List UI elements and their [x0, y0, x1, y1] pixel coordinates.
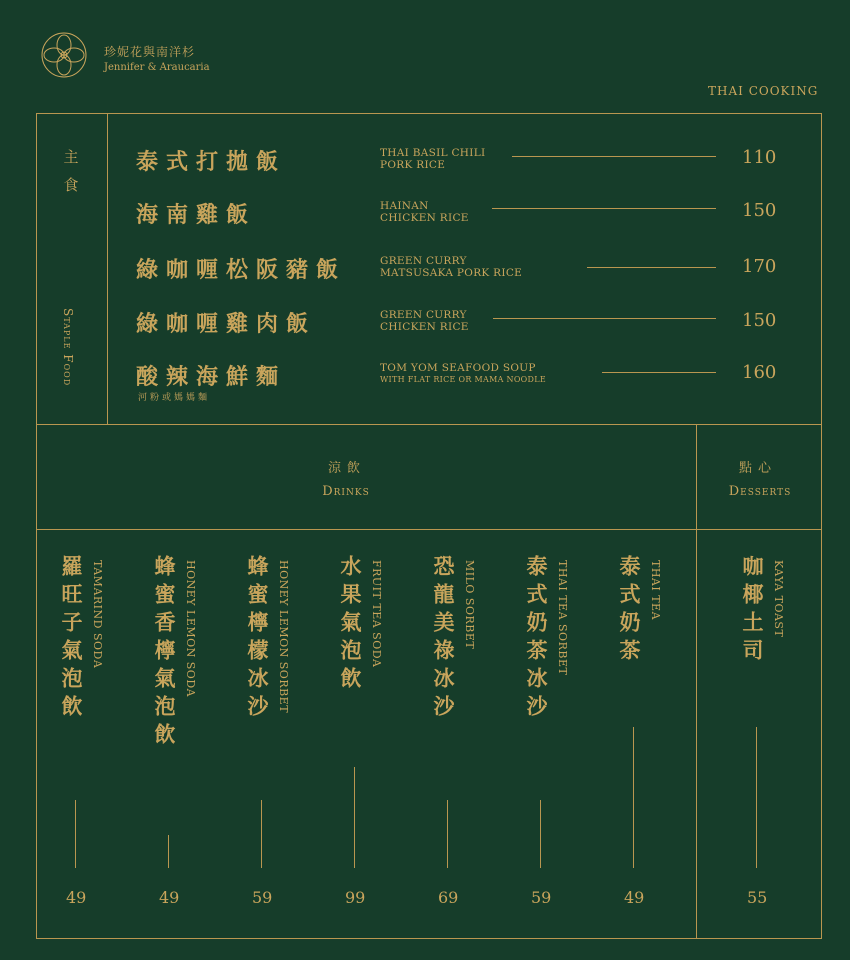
drink-name-zh: 水果氣泡飲 [338, 555, 363, 695]
leader-line [168, 835, 169, 868]
drink-price: 59 [252, 888, 273, 907]
item-note-zh: 河粉或媽媽麵 [138, 393, 211, 403]
item-price: 150 [742, 310, 777, 331]
leader-line [602, 372, 716, 373]
staple-divider [107, 113, 108, 424]
leader-line [540, 800, 541, 868]
flower-logo-icon [40, 31, 88, 79]
drink-item [245, 555, 330, 940]
drink-item [617, 555, 702, 940]
drink-name-zh: 泰式奶茶 [617, 555, 642, 667]
item-name-zh: 酸辣海鮮麵 [136, 364, 287, 390]
drink-name-zh: 泰式奶茶冰沙 [524, 555, 549, 723]
drink-item [338, 555, 423, 940]
section-title: THAI COOKING [708, 84, 819, 98]
drink-item [59, 555, 144, 940]
item-name-zh: 綠咖喱松阪豬飯 [136, 257, 347, 283]
drink-price: 59 [531, 888, 552, 907]
drink-name-en: THAI TEA [649, 560, 662, 621]
drink-item [152, 555, 237, 940]
menu-frame [36, 113, 822, 939]
drink-price: 49 [624, 888, 645, 907]
drink-price: 69 [438, 888, 459, 907]
drink-price: 49 [66, 888, 87, 907]
dessert-item [740, 555, 825, 940]
leader-line [354, 767, 355, 868]
drink-name-en: FRUIT TEA SODA [370, 560, 383, 668]
drink-name-en: MILO SORBET [463, 560, 476, 650]
dessert-name-en: KAYA TOAST [772, 560, 785, 638]
section-divider-bottom [36, 529, 822, 530]
leader-line [447, 800, 448, 868]
drink-name-zh: 羅旺子氣泡飲 [59, 555, 84, 723]
item-price: 160 [742, 362, 777, 383]
leader-line [493, 318, 716, 319]
drink-name-en: THAI TEA SORBET [556, 560, 569, 676]
drinks-label-en: Drinks [322, 484, 370, 499]
item-name-en: TOM YOM SEAFOOD SOUP WITH FLAT RICE OR MAMA NOODLE [380, 362, 546, 384]
drink-name-en: HONEY LEMON SODA [184, 560, 197, 698]
item-name-zh: 綠咖喱雞肉飯 [136, 311, 317, 337]
item-price: 110 [742, 147, 777, 168]
brand-name-en: Jennifer & Araucaria [104, 62, 210, 73]
drink-name-zh: 恐龍美祿冰沙 [431, 555, 456, 723]
dessert-name-zh: 咖椰土司 [740, 555, 765, 667]
item-name-zh: 海南雞飯 [136, 202, 257, 228]
drink-name-zh: 蜂蜜檸檬冰沙 [245, 555, 270, 723]
item-name-en: GREEN CURRY MATSUSAKA PORK RICE [380, 255, 523, 279]
leader-line [261, 800, 262, 868]
item-name-en: GREEN CURRY CHICKEN RICE [380, 309, 469, 333]
staple-label-zh: 主食 [63, 148, 79, 194]
drink-price: 49 [159, 888, 180, 907]
leader-line [587, 267, 716, 268]
item-name-en: THAI BASIL CHILI PORK RICE [380, 147, 486, 171]
item-price: 150 [742, 200, 777, 221]
leader-line [492, 208, 716, 209]
drink-price: 99 [345, 888, 366, 907]
drink-name-en: TAMARIND SODA [91, 560, 104, 669]
leader-line [512, 156, 716, 157]
leader-line [756, 727, 757, 868]
section-divider-top [36, 424, 822, 425]
drink-item [431, 555, 516, 940]
drink-name-zh: 蜂蜜香檸氣泡飲 [152, 555, 177, 751]
leader-line [75, 800, 76, 868]
drinks-label-zh: 涼飲 [327, 461, 366, 476]
staple-label-en: Staple Food [61, 308, 75, 387]
drink-name-en: HONEY LEMON SORBET [277, 560, 290, 714]
brand-name-zh: 珍妮花與南洋杉 [104, 45, 196, 59]
dessert-price: 55 [747, 888, 768, 907]
leader-line [633, 727, 634, 868]
desserts-label-en: Desserts [728, 484, 792, 499]
desserts-label-zh: 點心 [738, 461, 777, 476]
drink-item [524, 555, 609, 940]
item-name-zh: 泰式打拋飯 [136, 149, 287, 175]
item-price: 170 [742, 256, 777, 277]
item-name-en: HAINAN CHICKEN RICE [380, 200, 469, 224]
